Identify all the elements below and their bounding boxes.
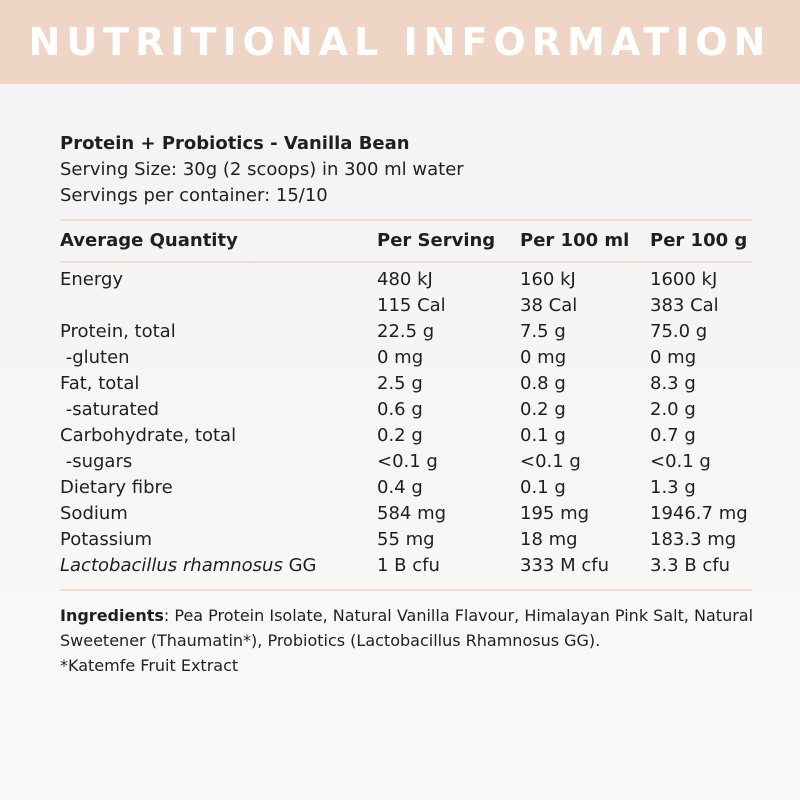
cell-per-serving: <0.1 g bbox=[377, 451, 438, 472]
row-label: Sodium bbox=[60, 503, 128, 524]
row-label: Protein, total bbox=[60, 321, 176, 342]
table-row bbox=[60, 345, 752, 371]
cell-per-serving: 1 B cfu bbox=[377, 555, 440, 576]
ingredients-text: : Pea Protein Isolate, Natural Vanilla Flavour, Himalayan Pink Salt, Natural Sweetener (Thaumatin*), Probiotics (Lactobacillus Rhamnosus GG). bbox=[60, 606, 754, 650]
table-row bbox=[60, 553, 752, 579]
probiotic-name: Lactobacillus rhamnosus bbox=[60, 555, 283, 576]
cell-per-100ml: 0.1 g bbox=[520, 477, 566, 498]
cell-per-serving: 0.2 g bbox=[377, 425, 423, 446]
row-label: Energy bbox=[60, 269, 124, 290]
row-label bbox=[60, 553, 316, 579]
ingredients-footnote: *Katemfe Fruit Extract bbox=[60, 656, 239, 675]
page-title: NUTRITIONAL INFORMATION bbox=[28, 20, 772, 64]
cell-per-100ml: 333 M cfu bbox=[520, 555, 609, 576]
cell-per-100ml: 18 mg bbox=[520, 529, 578, 550]
cell-per-serving: 480 kJ bbox=[377, 269, 433, 290]
cell-per-serving: 22.5 g bbox=[377, 321, 435, 342]
cell-per-100ml: 7.5 g bbox=[520, 321, 566, 342]
cell-per-serving: 0.4 g bbox=[377, 477, 423, 498]
table-row bbox=[60, 501, 752, 527]
cell-per-100g: 1946.7 mg bbox=[650, 503, 748, 524]
row-label: -sugars bbox=[60, 451, 133, 472]
cell-per-100ml: 195 mg bbox=[520, 503, 590, 524]
table-header bbox=[60, 221, 752, 261]
cell-per-100ml: 0 mg bbox=[520, 347, 567, 368]
cell-per-100g: 3.3 B cfu bbox=[650, 555, 731, 576]
cell-per-100g: 1.3 g bbox=[650, 477, 696, 498]
cell-per-100g: 0.7 g bbox=[650, 425, 696, 446]
cell-per-100g: 183.3 mg bbox=[650, 529, 737, 550]
row-label: Potassium bbox=[60, 529, 153, 550]
probiotic-suffix: GG bbox=[282, 555, 317, 576]
table-row bbox=[60, 527, 752, 553]
column-header: Per 100 ml bbox=[520, 230, 630, 251]
cell-per-100ml: 0.2 g bbox=[520, 399, 566, 420]
column-header: Average Quantity bbox=[60, 230, 238, 251]
table-row bbox=[60, 423, 752, 449]
table-row bbox=[60, 475, 752, 501]
row-label: -gluten bbox=[60, 347, 130, 368]
nutrition-panel bbox=[60, 131, 752, 678]
cell-per-100g: 75.0 g bbox=[650, 321, 708, 342]
table-row bbox=[60, 371, 752, 397]
table-row bbox=[60, 319, 752, 345]
serving-size: Serving Size: 30g (2 scoops) in 300 ml water bbox=[60, 159, 464, 180]
cell-per-100ml: 38 Cal bbox=[520, 295, 578, 316]
row-label: Dietary fibre bbox=[60, 477, 173, 498]
column-header: Per 100 g bbox=[650, 230, 748, 251]
table-row bbox=[60, 267, 752, 293]
divider bbox=[60, 589, 752, 591]
cell-per-100g: 1600 kJ bbox=[650, 269, 718, 290]
cell-per-100ml: 0.8 g bbox=[520, 373, 566, 394]
cell-per-serving: 115 Cal bbox=[377, 295, 446, 316]
cell-per-100g: 383 Cal bbox=[650, 295, 719, 316]
cell-per-100g: 0 mg bbox=[650, 347, 697, 368]
cell-per-serving: 55 mg bbox=[377, 529, 435, 550]
cell-per-100ml: <0.1 g bbox=[520, 451, 581, 472]
cell-per-100g: <0.1 g bbox=[650, 451, 711, 472]
cell-per-serving: 584 mg bbox=[377, 503, 447, 524]
cell-per-100ml: 160 kJ bbox=[520, 269, 576, 290]
cell-per-100g: 8.3 g bbox=[650, 373, 696, 394]
servings-per-container: Servings per container: 15/10 bbox=[60, 185, 328, 206]
header-banner bbox=[0, 0, 800, 84]
ingredients-label: Ingredients bbox=[60, 606, 164, 625]
cell-per-serving: 2.5 g bbox=[377, 373, 423, 394]
cell-per-100ml: 0.1 g bbox=[520, 425, 566, 446]
cell-per-100g: 2.0 g bbox=[650, 399, 696, 420]
row-label: Carbohydrate, total bbox=[60, 425, 237, 446]
cell-per-serving: 0.6 g bbox=[377, 399, 423, 420]
row-label: -saturated bbox=[60, 399, 160, 420]
row-label: Fat, total bbox=[60, 373, 140, 394]
table-row bbox=[60, 397, 752, 423]
product-name: Protein + Probiotics - Vanilla Bean bbox=[60, 133, 410, 154]
ingredients-section bbox=[60, 603, 760, 678]
cell-per-serving: 0 mg bbox=[377, 347, 424, 368]
nutrition-table-body bbox=[60, 267, 752, 553]
table-row bbox=[60, 449, 752, 475]
table-row bbox=[60, 293, 752, 319]
column-header: Per Serving bbox=[377, 230, 496, 251]
